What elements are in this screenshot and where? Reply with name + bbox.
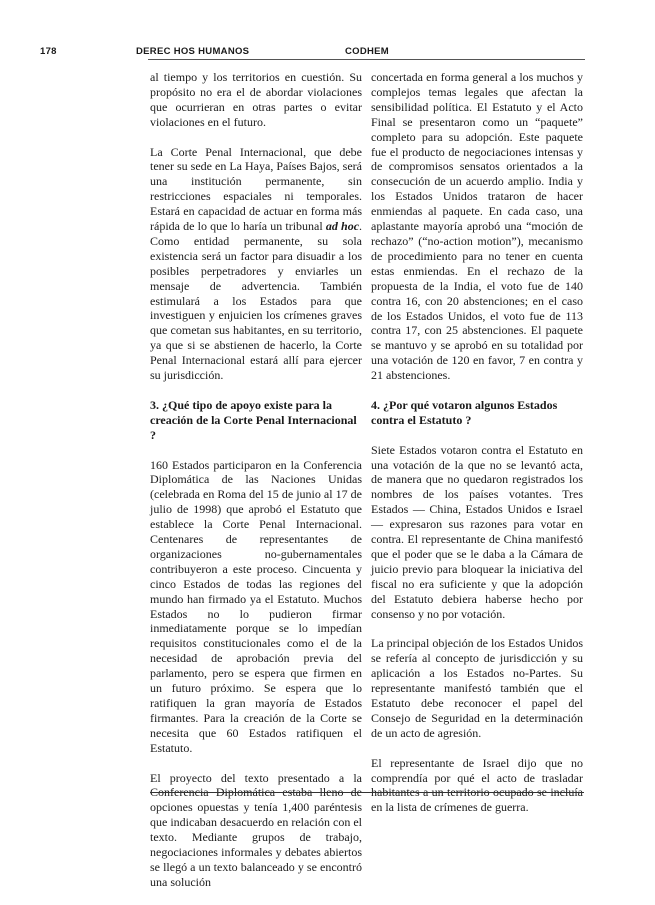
left-column xyxy=(150,70,362,905)
paragraph: concertada en forma general a los muchos y complejos temas legales que afectan la sensibilidad política. El Estatuto y el Acto Final se presentaron como un “paquete” completo para su adopción. Este paquete fue el producto de negociaciones intensas y de compromisos sensatos orientados a la consecución de un acuerdo amplio. India y los Estados Unidos trataron de hacer enmiendas al paquete. En cada caso, una aplastante mayoría aprobó una “moción de rechazo” (“no-action motion”), mecanismo de procedimiento para no tener en cuenta estas enmiendas. En el rechazo de la propuesta de la India, el voto fue de 140 contra 16, con 20 abstenciones; en el caso de los Estados Unidos, el voto fue de 113 contra 17, con 25 abstenciones. El paquete se mantuvo y se aprobó en su totalidad por una votación de 120 en favor, 7 en contra y 21 abstenciones. xyxy=(371,70,583,383)
paragraph: 160 Estados participaron en la Conferencia Diplomática de las Naciones Unidas (celebrada en Roma del 15 de junio al 17 de julio de 1998) que aprobó el Estatuto que establece la Corte Penal Internacional. Centenares de representantes de organizaciones no-gubernamentales contribuyeron a este proceso. Cincuenta y cinco Estados de todas las regiones del mundo han firmado ya el Estatuto. Muchos Estados no lo pudieron firmar inmediatamente porque se lo impedían requisitos constitucionales como el de la necesidad de aprobación previa del parlamento, pero se espera que firmen en un futuro próximo. Se espera que lo ratifiquen la gran mayoría de Estados firmantes. Para la creación de la Corte se necesita que 60 Estados ratifiquen el Estatuto. xyxy=(150,457,362,755)
paragraph: El proyecto del texto presentado a la Conferencia Diplomática estaba lleno de opciones opuestas y tenía 1,400 paréntesis que indicaban desacuerdo en relación con el texto. Mediante grupos de trabajo, negociaciones informales y debates abiertos se llegó a un texto balanceado y se encontró una solución xyxy=(150,770,362,889)
section-title: DEREC HOS HUMANOS xyxy=(136,46,250,57)
paragraph-text: . Como entidad permanente, su sola existencia será un factor para disuadir a los posibles perpetradores y enviarles un mensaje de advertencia. También estimulará a los Estados para que investiguen y enjuicien los crímenes graves que cometan sus habitantes, en su territorio, ya que si se abstienen de hacerlo, la Corte Penal Internacional estará allí para ejercer su jurisdicción. xyxy=(150,219,363,383)
paragraph-text: La Corte Penal Internacional, que debe tener su sede en La Haya, Países Bajos, será una institución permanente, sin restricciones espaciales ni temporales. Estará en capacidad de actuar en forma más rápida de lo que lo haría un tribunal xyxy=(150,144,362,234)
footer-divider xyxy=(150,792,584,793)
organization-name: CODHEM xyxy=(345,46,390,57)
paragraph: La principal objeción de los Estados Unidos se refería al concepto de jurisdicción y su aplicación a los Estados no-Partes. Su representante manifestó también que el Estatuto debe reconocer el papel del Consejo de Seguridad en la determinación de un acto de agresión. xyxy=(371,636,583,740)
italic-term: ad hoc xyxy=(325,219,360,234)
paragraph: Siete Estados votaron contra el Estatuto en una votación de la que no se levantó acta, de manera que no quedaron registrados los nombres de los países votantes. Tres Estados — China, Estados Unidos e Israel — expresaron sus razones para votar en contra. El representante de China manifestó que el poder que se le daba a la Cámara de juicio previo para bloquear la iniciativa del fiscal no era suficiente y que la adopción del Estatuto debiera haberse hecho por consenso y no por votación. xyxy=(371,442,583,621)
section-heading-3: 3. ¿Qué tipo de apoyo existe para la creación de la Corte Penal Internacional ? xyxy=(150,397,357,442)
header-divider xyxy=(148,59,585,60)
section-heading-4: 4. ¿Por qué votaron algunos Estados contra el Estatuto ? xyxy=(371,397,558,427)
paragraph xyxy=(150,145,362,384)
right-column xyxy=(371,70,583,830)
page-number: 178 xyxy=(40,46,57,57)
paragraph: El representante de Israel dijo que no comprendía por qué el acto de trasladar habitantes a un territorio ocupado se incluía en la lista de crímenes de guerra. xyxy=(371,755,583,815)
paragraph: al tiempo y los territorios en cuestión. Su propósito no era el de abordar violaciones que ocurrieran en otras partes o evitar violaciones en el futuro. xyxy=(150,70,362,129)
